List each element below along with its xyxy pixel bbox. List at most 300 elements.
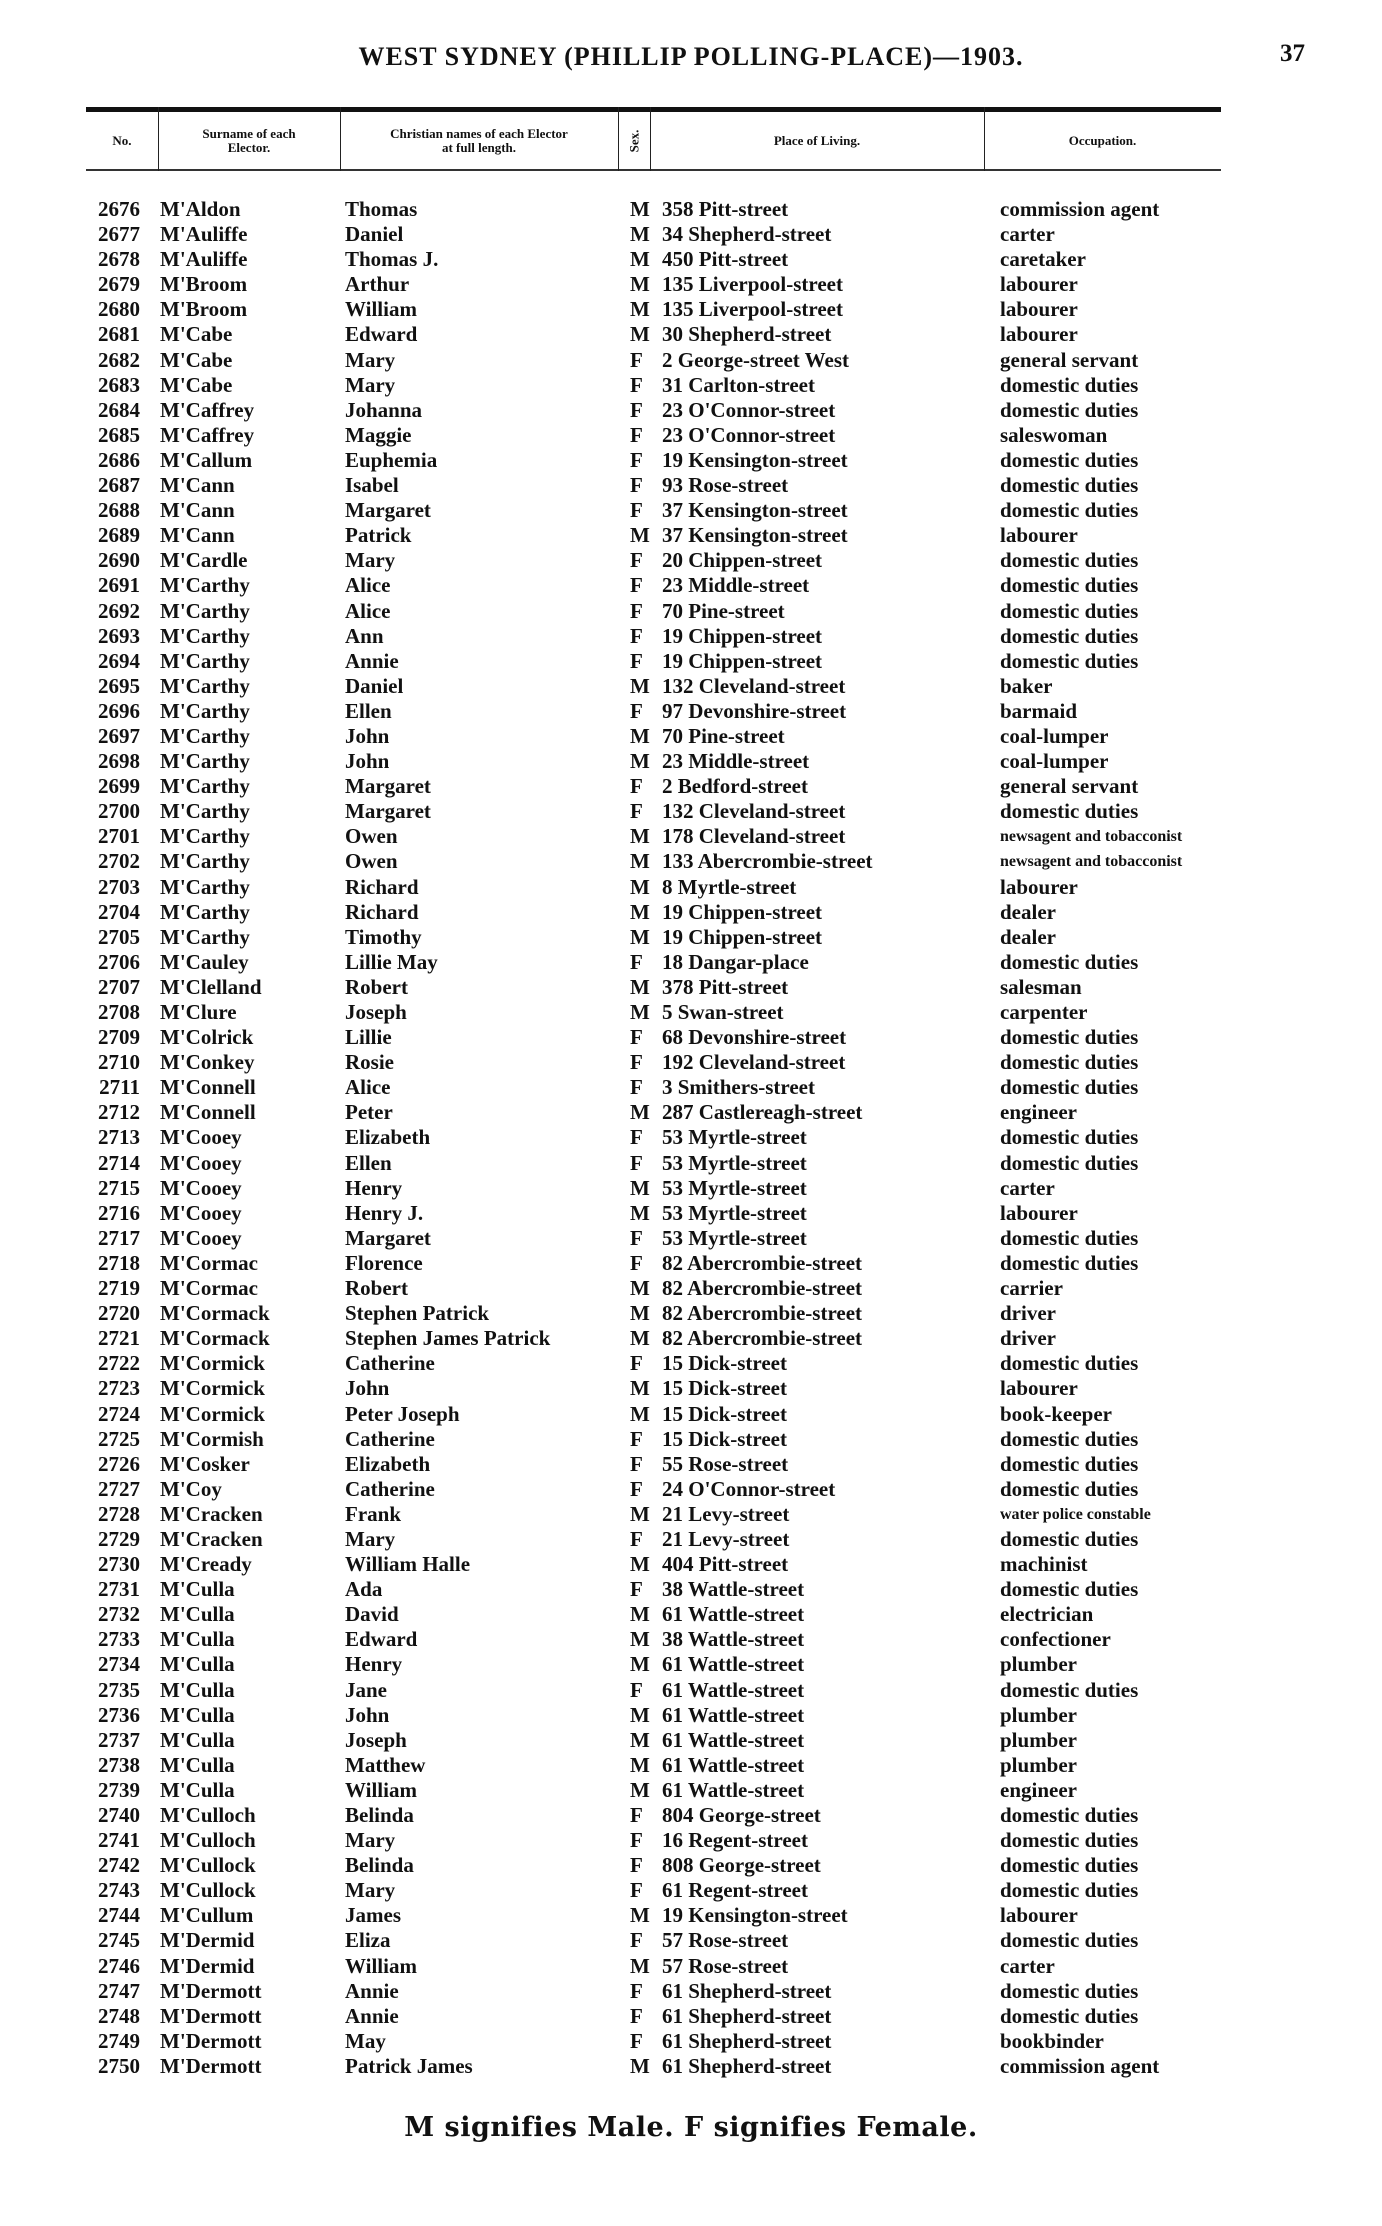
table-row (0, 749, 1382, 774)
elector-number: 2729 (98, 1526, 140, 1551)
table-row (0, 297, 1382, 322)
table-row (0, 322, 1382, 347)
elector-occupation: labourer (1000, 1376, 1078, 1401)
elector-christian-names: Owen (345, 824, 398, 849)
elector-christian-names: Alice (345, 1075, 391, 1100)
elector-place-of-living: 82 Abercrombie-street (662, 1250, 863, 1275)
table-row (0, 1427, 1382, 1452)
elector-sex: F (630, 698, 643, 723)
elector-surname: M'Carthy (160, 698, 250, 723)
elector-christian-names: William (345, 1777, 417, 1802)
elector-surname: M'Cormac (160, 1250, 258, 1275)
elector-occupation: domestic duties (1000, 1577, 1139, 1602)
elector-surname: M'Cormac (160, 1276, 258, 1301)
elector-surname: M'Broom (160, 272, 248, 297)
elector-christian-names: Thomas (345, 197, 418, 221)
elector-place-of-living: 19 Chippen-street (662, 899, 823, 924)
table-row (0, 624, 1382, 649)
elector-number: 2688 (98, 498, 140, 523)
elector-surname: M'Cracken (160, 1501, 263, 1526)
elector-christian-names: Patrick (345, 523, 412, 548)
elector-number: 2700 (98, 799, 140, 824)
elector-place-of-living: 23 Middle-street (662, 749, 810, 774)
elector-christian-names: Annie (345, 2003, 399, 2028)
elector-sex: F (630, 2028, 643, 2053)
elector-sex: M (630, 874, 650, 899)
header-rule-top (86, 107, 1221, 112)
elector-surname: M'Culla (160, 1752, 235, 1777)
elector-christian-names: Edward (345, 322, 418, 347)
elector-number: 2706 (98, 949, 140, 974)
table-row (0, 1903, 1382, 1928)
table-row (0, 774, 1382, 799)
elector-place-of-living: 61 Shepherd-street (662, 1978, 832, 2003)
elector-number: 2727 (98, 1476, 140, 1501)
elector-surname: M'Carthy (160, 623, 250, 648)
elector-place-of-living: 53 Myrtle-street (662, 1125, 807, 1150)
elector-number: 2733 (98, 1627, 140, 1652)
elector-place-of-living: 61 Regent-street (662, 1878, 808, 1903)
sex-legend: M signifies Male. F signifies Female. (404, 2112, 978, 2143)
elector-surname: M'Carthy (160, 749, 250, 774)
elector-place-of-living: 3 Smithers-street (662, 1075, 815, 1100)
elector-occupation: labourer (1000, 322, 1078, 347)
elector-christian-names: Johanna (345, 397, 423, 422)
table-row (0, 548, 1382, 573)
elector-surname: M'Cooey (160, 1225, 242, 1250)
table-row (0, 1954, 1382, 1979)
table-row (0, 1979, 1382, 2004)
elector-surname: M'Cabe (160, 372, 233, 397)
elector-number: 2750 (98, 2053, 140, 2078)
elector-number: 2739 (98, 1777, 140, 1802)
elector-sex: F (630, 573, 643, 598)
elector-sex: M (630, 1376, 650, 1401)
column-header-occupation (984, 113, 1221, 169)
elector-sex: F (630, 1050, 643, 1075)
elector-christian-names: Peter Joseph (345, 1401, 460, 1426)
elector-sex: M (630, 1727, 650, 1752)
table-row (0, 1301, 1382, 1326)
table-row (0, 599, 1382, 624)
elector-occupation: coal-lumper (1000, 723, 1109, 748)
elector-number: 2696 (98, 698, 140, 723)
table-row (0, 849, 1382, 874)
elector-occupation: domestic duties (1000, 1225, 1139, 1250)
table-row (0, 975, 1382, 1000)
elector-occupation: salesman (1000, 974, 1082, 999)
elector-surname: M'Carthy (160, 874, 250, 899)
elector-surname: M'Carthy (160, 774, 250, 799)
elector-sex: M (630, 1301, 650, 1326)
column-header-christian-line1: Christian names of each Elector (390, 126, 568, 141)
elector-number: 2737 (98, 1727, 140, 1752)
elector-christian-names: Elizabeth (345, 1451, 431, 1476)
elector-surname: M'Cormack (160, 1326, 270, 1351)
elector-sex: F (630, 1476, 643, 1501)
elector-sex: F (630, 498, 643, 523)
elector-christian-names: Elizabeth (345, 1125, 431, 1150)
elector-christian-names: Eliza (345, 1928, 391, 1953)
elector-surname: M'Connell (160, 1075, 256, 1100)
elector-sex: M (630, 1702, 650, 1727)
elector-number: 2732 (98, 1602, 140, 1627)
elector-place-of-living: 287 Castlereagh-street (662, 1100, 863, 1125)
elector-place-of-living: 18 Dangar-place (662, 949, 809, 974)
elector-occupation: domestic duties (1000, 573, 1139, 598)
elector-occupation: domestic duties (1000, 447, 1139, 472)
elector-sex: F (630, 1878, 643, 1903)
elector-christian-names: Arthur (345, 272, 410, 297)
elector-sex: M (630, 1602, 650, 1627)
elector-sex: F (630, 1577, 643, 1602)
elector-place-of-living: 57 Rose-street (662, 1928, 789, 1953)
elector-place-of-living: 61 Shepherd-street (662, 2028, 832, 2053)
elector-sex: M (630, 1200, 650, 1225)
elector-place-of-living: 30 Shepherd-street (662, 322, 832, 347)
elector-christian-names: Ellen (345, 698, 392, 723)
table-row (0, 724, 1382, 749)
elector-number: 2724 (98, 1401, 140, 1426)
elector-surname: M'Carthy (160, 924, 250, 949)
table-row (0, 1477, 1382, 1502)
elector-number: 2702 (98, 849, 140, 874)
table-row (0, 1326, 1382, 1351)
elector-christian-names: Daniel (345, 222, 404, 247)
elector-place-of-living: 19 Kensington-street (662, 447, 848, 472)
elector-occupation: general servant (1000, 347, 1139, 372)
table-row (0, 1201, 1382, 1226)
elector-number: 2693 (98, 623, 140, 648)
elector-occupation: carrier (1000, 1276, 1063, 1301)
elector-list (0, 197, 1382, 2079)
column-header-place (650, 113, 984, 169)
elector-christian-names: Mary (345, 347, 396, 372)
elector-sex: F (630, 2003, 643, 2028)
elector-place-of-living: 133 Abercrombie-street (662, 849, 873, 874)
elector-christian-names: Catherine (345, 1476, 435, 1501)
elector-sex: M (630, 272, 650, 297)
elector-place-of-living: 450 Pitt-street (662, 247, 789, 272)
elector-occupation: dealer (1000, 899, 1056, 924)
table-row (0, 674, 1382, 699)
table-row (0, 348, 1382, 373)
elector-sex: F (630, 1978, 643, 2003)
elector-christian-names: Ellen (345, 1150, 392, 1175)
elector-christian-names: Mary (345, 372, 396, 397)
elector-occupation: commission agent (1000, 197, 1160, 221)
elector-sex: F (630, 949, 643, 974)
elector-place-of-living: 53 Myrtle-street (662, 1175, 807, 1200)
elector-christian-names: Edward (345, 1627, 418, 1652)
column-header-no-label: No. (112, 133, 132, 148)
elector-christian-names: Richard (345, 899, 419, 924)
elector-occupation: domestic duties (1000, 949, 1139, 974)
elector-surname: M'Cormick (160, 1401, 265, 1426)
table-row (0, 1928, 1382, 1953)
elector-christian-names: Margaret (345, 1225, 431, 1250)
elector-place-of-living: 82 Abercrombie-street (662, 1301, 863, 1326)
table-row (0, 2029, 1382, 2054)
elector-sex: F (630, 1426, 643, 1451)
elector-number: 2681 (98, 322, 140, 347)
elector-sex: F (630, 548, 643, 573)
elector-place-of-living: 19 Kensington-street (662, 1903, 848, 1928)
elector-surname: M'Cabe (160, 347, 233, 372)
elector-occupation: newsagent and tobacconist (1000, 828, 1183, 846)
elector-number: 2691 (98, 573, 140, 598)
elector-place-of-living: 19 Chippen-street (662, 648, 823, 673)
elector-occupation: domestic duties (1000, 2003, 1139, 2028)
elector-surname: M'Cabe (160, 322, 233, 347)
elector-surname: M'Cooey (160, 1175, 242, 1200)
elector-place-of-living: 53 Myrtle-street (662, 1150, 807, 1175)
elector-surname: M'Culla (160, 1677, 235, 1702)
elector-occupation: carter (1000, 1953, 1055, 1978)
elector-surname: M'Cardle (160, 548, 248, 573)
elector-occupation: domestic duties (1000, 1803, 1139, 1827)
elector-surname: M'Cullock (160, 1853, 256, 1878)
elector-number: 2728 (98, 1501, 140, 1526)
elector-occupation: plumber (1000, 1727, 1078, 1752)
elector-christian-names: Patrick James (345, 2053, 473, 2078)
elector-occupation: domestic duties (1000, 1978, 1139, 2003)
elector-christian-names: Henry (345, 1652, 403, 1677)
elector-surname: M'Cooey (160, 1125, 242, 1150)
elector-christian-names: Owen (345, 849, 398, 874)
elector-place-of-living: 61 Wattle-street (662, 1602, 805, 1627)
elector-sex: F (630, 1125, 643, 1150)
elector-sex: M (630, 1276, 650, 1301)
elector-christian-names: Stephen Patrick (345, 1301, 490, 1326)
elector-number: 2746 (98, 1953, 140, 1978)
elector-surname: M'Carthy (160, 573, 250, 598)
elector-sex: F (630, 1853, 643, 1878)
elector-surname: M'Dermott (160, 2053, 262, 2078)
elector-number: 2738 (98, 1752, 140, 1777)
elector-sex: M (630, 1326, 650, 1351)
elector-surname: M'Caffrey (160, 397, 255, 422)
table-row (0, 197, 1382, 222)
elector-christian-names: Margaret (345, 774, 431, 799)
elector-number: 2736 (98, 1702, 140, 1727)
table-row (0, 222, 1382, 247)
elector-number: 2704 (98, 899, 140, 924)
elector-christian-names: William (345, 297, 417, 322)
elector-place-of-living: 178 Cleveland-street (662, 824, 846, 849)
elector-place-of-living: 23 O'Connor-street (662, 422, 836, 447)
elector-surname: M'Aldon (160, 197, 241, 221)
elector-christian-names: Stephen James Patrick (345, 1326, 551, 1351)
elector-christian-names: Jane (345, 1677, 387, 1702)
table-row (0, 523, 1382, 548)
elector-occupation: labourer (1000, 874, 1078, 899)
elector-occupation: bookbinder (1000, 2028, 1104, 2053)
elector-place-of-living: 2 George-street West (662, 347, 849, 372)
elector-sex: M (630, 1175, 650, 1200)
table-row (0, 1151, 1382, 1176)
elector-occupation: driver (1000, 1301, 1056, 1326)
elector-sex: F (630, 397, 643, 422)
elector-occupation: domestic duties (1000, 1677, 1139, 1702)
elector-surname: M'Dermid (160, 1953, 255, 1978)
elector-sex: M (630, 974, 650, 999)
elector-christian-names: David (345, 1602, 399, 1627)
elector-christian-names: James (345, 1903, 401, 1928)
elector-surname: M'Cready (160, 1552, 252, 1577)
elector-place-of-living: 23 Middle-street (662, 573, 810, 598)
table-row (0, 1627, 1382, 1652)
elector-occupation: domestic duties (1000, 1476, 1139, 1501)
elector-place-of-living: 132 Cleveland-street (662, 673, 846, 698)
table-row (0, 573, 1382, 598)
column-header-place-label: Place of Living. (773, 133, 861, 148)
elector-occupation: plumber (1000, 1652, 1078, 1677)
elector-surname: M'Carthy (160, 673, 250, 698)
elector-sex: M (630, 1100, 650, 1125)
elector-surname: M'Culloch (160, 1828, 256, 1853)
elector-place-of-living: 34 Shepherd-street (662, 222, 832, 247)
elector-number: 2719 (98, 1276, 140, 1301)
elector-surname: M'Dermott (160, 1978, 262, 2003)
elector-number: 2730 (98, 1552, 140, 1577)
elector-christian-names: Richard (345, 874, 419, 899)
elector-sex: M (630, 749, 650, 774)
elector-christian-names: Daniel (345, 673, 404, 698)
elector-sex: F (630, 447, 643, 472)
elector-sex: F (630, 1025, 643, 1050)
header-rule-bottom (86, 169, 1221, 171)
elector-occupation: domestic duties (1000, 1250, 1139, 1275)
elector-number: 2684 (98, 397, 140, 422)
elector-number: 2710 (98, 1050, 140, 1075)
elector-place-of-living: 70 Pine-street (662, 598, 785, 623)
elector-number: 2744 (98, 1903, 140, 1928)
elector-place-of-living: 358 Pitt-street (662, 197, 789, 221)
elector-occupation: domestic duties (1000, 799, 1139, 824)
elector-occupation: caretaker (1000, 247, 1086, 272)
elector-occupation: book-keeper (1000, 1401, 1112, 1426)
table-row (0, 373, 1382, 398)
elector-christian-names: Belinda (345, 1803, 414, 1827)
elector-number: 2678 (98, 247, 140, 272)
elector-christian-names: John (345, 1376, 390, 1401)
table-row (0, 1703, 1382, 1728)
elector-sex: M (630, 222, 650, 247)
elector-christian-names: Maggie (345, 422, 412, 447)
elector-number: 2711 (99, 1075, 140, 1100)
elector-occupation: labourer (1000, 297, 1078, 322)
elector-occupation: domestic duties (1000, 1878, 1139, 1903)
elector-sex: M (630, 824, 650, 849)
elector-place-of-living: 21 Levy-street (662, 1501, 790, 1526)
table-row (0, 423, 1382, 448)
elector-christian-names: Margaret (345, 498, 431, 523)
elector-surname: M'Carthy (160, 899, 250, 924)
elector-christian-names: Annie (345, 648, 399, 673)
elector-surname: M'Cauley (160, 949, 249, 974)
table-row (0, 1075, 1382, 1100)
elector-surname: M'Colrick (160, 1025, 254, 1050)
elector-surname: M'Auliffe (160, 222, 248, 247)
elector-surname: M'Cann (160, 473, 235, 498)
table-row (0, 1552, 1382, 1577)
elector-place-of-living: 61 Shepherd-street (662, 2003, 832, 2028)
elector-sex: F (630, 1828, 643, 1853)
elector-christian-names: Matthew (345, 1752, 426, 1777)
elector-surname: M'Cormick (160, 1351, 265, 1376)
elector-number: 2692 (98, 598, 140, 623)
table-row (0, 1753, 1382, 1778)
elector-surname: M'Carthy (160, 824, 250, 849)
elector-sex: M (630, 899, 650, 924)
column-header-no (86, 113, 158, 169)
elector-place-of-living: 135 Liverpool-street (662, 272, 843, 297)
elector-number: 2685 (98, 422, 140, 447)
elector-occupation: barmaid (1000, 698, 1078, 723)
elector-surname: M'Carthy (160, 648, 250, 673)
elector-occupation: domestic duties (1000, 1351, 1139, 1376)
table-row (0, 1251, 1382, 1276)
elector-christian-names: Lillie May (345, 949, 438, 974)
elector-place-of-living: 68 Devonshire-street (662, 1025, 847, 1050)
elector-occupation: domestic duties (1000, 1451, 1139, 1476)
elector-christian-names: Belinda (345, 1853, 414, 1878)
elector-number: 2716 (98, 1200, 140, 1225)
elector-number: 2682 (98, 347, 140, 372)
elector-number: 2713 (98, 1125, 140, 1150)
elector-number: 2741 (98, 1828, 140, 1853)
elector-occupation: saleswoman (1000, 422, 1108, 447)
elector-number: 2703 (98, 874, 140, 899)
elector-number: 2686 (98, 447, 140, 472)
elector-surname: M'Dermott (160, 2028, 262, 2053)
elector-christian-names: Mary (345, 1828, 396, 1853)
elector-place-of-living: 82 Abercrombie-street (662, 1276, 863, 1301)
elector-number: 2748 (98, 2003, 140, 2028)
elector-surname: M'Carthy (160, 799, 250, 824)
elector-surname: M'Culla (160, 1577, 235, 1602)
elector-occupation: domestic duties (1000, 372, 1139, 397)
elector-occupation: engineer (1000, 1777, 1077, 1802)
elector-christian-names: Alice (345, 598, 391, 623)
elector-surname: M'Callum (160, 447, 253, 472)
elector-sex: F (630, 372, 643, 397)
elector-occupation: domestic duties (1000, 1125, 1139, 1150)
elector-christian-names: Catherine (345, 1426, 435, 1451)
elector-number: 2697 (98, 723, 140, 748)
elector-place-of-living: 57 Rose-street (662, 1953, 789, 1978)
elector-christian-names: Joseph (345, 1727, 407, 1752)
elector-surname: M'Broom (160, 297, 248, 322)
elector-place-of-living: 19 Chippen-street (662, 924, 823, 949)
elector-surname: M'Cullum (160, 1903, 254, 1928)
elector-number: 2705 (98, 924, 140, 949)
elector-christian-names: Florence (345, 1250, 423, 1275)
elector-sex: M (630, 1401, 650, 1426)
table-row (0, 272, 1382, 297)
page-number: 37 (1280, 40, 1305, 67)
elector-place-of-living: 31 Carlton-street (662, 372, 815, 397)
table-row (0, 875, 1382, 900)
elector-occupation: baker (1000, 673, 1053, 698)
table-row (0, 900, 1382, 925)
elector-surname: M'Conkey (160, 1050, 255, 1075)
table-row (0, 1176, 1382, 1201)
column-header-occupation-label: Occupation. (1068, 133, 1137, 148)
elector-sex: M (630, 197, 650, 221)
elector-surname: M'Clelland (160, 974, 262, 999)
